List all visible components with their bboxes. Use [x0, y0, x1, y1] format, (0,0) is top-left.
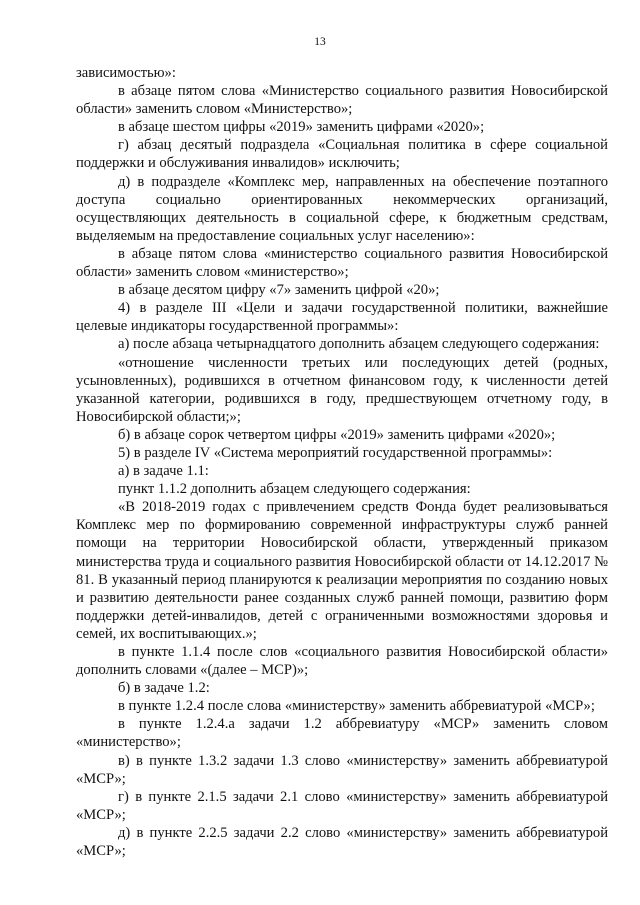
paragraph: в абзаце пятом слова «министерство социального развития Новосибирской области» заменить словом «министерство»;: [76, 245, 608, 281]
paragraph: 4) в разделе III «Цели и задачи государственной политики, важнейшие целевые индикаторы государственной программы»:: [76, 300, 608, 335]
paragraph: в абзаце пятом слова «Министерство социального развития Новосибирской области» заменить словом «Министерство»;: [76, 83, 608, 118]
paragraph: а) после абзаца четырнадцатого дополнить абзацем следующего содержания:: [118, 336, 600, 353]
paragraph: а) в задаче 1.1:: [118, 463, 209, 480]
paragraph: «отношение численности третьих или последующих детей (родных, усыновленных), родившихся в отчетном финансовом году, к численности детей указанной категории, родившихся в году, предшествующем отчетному году, в Новосибирской области;»;: [76, 354, 608, 425]
document-body: [76, 64, 608, 860]
paragraph: д) в подразделе «Комплекс мер, направленных на обеспечение поэтапного доступа социально ориентированных некоммерческих организаций, осуществляющих деятельность в социальной сфере, к бюджетным средствам, выделяемым на предоставление социальных услуг населению»:: [76, 173, 608, 244]
paragraph: в абзаце десятом цифру «7» заменить цифрой «20»;: [118, 282, 440, 299]
paragraph: д) в пункте 2.2.5 задачи 2.2 слово «министерству» заменить аббревиатурой «МСР»;: [76, 824, 608, 860]
paragraph: зависимостью»:: [76, 65, 176, 81]
page-number: 13: [314, 36, 326, 48]
paragraph: г) в пункте 2.1.5 задачи 2.1 слово «министерству» заменить аббревиатурой «МСР»;: [76, 788, 608, 823]
paragraph: б) в задаче 1.2:: [118, 680, 210, 697]
paragraph: в) в пункте 1.3.2 задачи 1.3 слово «министерству» заменить аббревиатурой «МСР»;: [76, 752, 608, 787]
paragraph: в пункте 1.1.4 после слов «социального развития Новосибирской области» дополнить словами «(далее – МСР)»;: [76, 644, 608, 679]
paragraph: в пункте 1.2.4 после слова «министерству» заменить аббревиатурой «МСР»;: [118, 698, 595, 715]
paragraph: в абзаце шестом цифры «2019» заменить цифрами «2020»;: [118, 119, 485, 136]
paragraph: в пункте 1.2.4.а задачи 1.2 аббревиатуру «МСР» заменить словом «министерство»;: [76, 716, 608, 751]
paragraph: б) в абзаце сорок четвертом цифры «2019» заменить цифрами «2020»;: [118, 426, 556, 443]
paragraph: пункт 1.1.2 дополнить абзацем следующего содержания:: [118, 481, 471, 498]
paragraph: 5) в разделе IV «Система мероприятий государственной программы»:: [118, 444, 553, 461]
paragraph: «В 2018-2019 годах с привлечением средств Фонда будет реализовываться Комплекс мер по формированию современной инфраструктуры служб ранней помощи на территории Новосибирской области, утвержденный приказом министерства труда и социального развития Новосибирской области от 14.12.2017 № 81. В указанный период планируются к реализации мероприятия по созданию новых и развитию деятельности ранее созданных служб ранней помощи, развитию форм поддержки детей-инвалидов, детей с ограниченными возможностями здоровья и семей, их воспитывающих.»;: [76, 499, 608, 642]
paragraph: г) абзац десятый подраздела «Социальная политика в сфере социальной поддержки и обслуживания инвалидов» исключить;: [76, 137, 608, 172]
